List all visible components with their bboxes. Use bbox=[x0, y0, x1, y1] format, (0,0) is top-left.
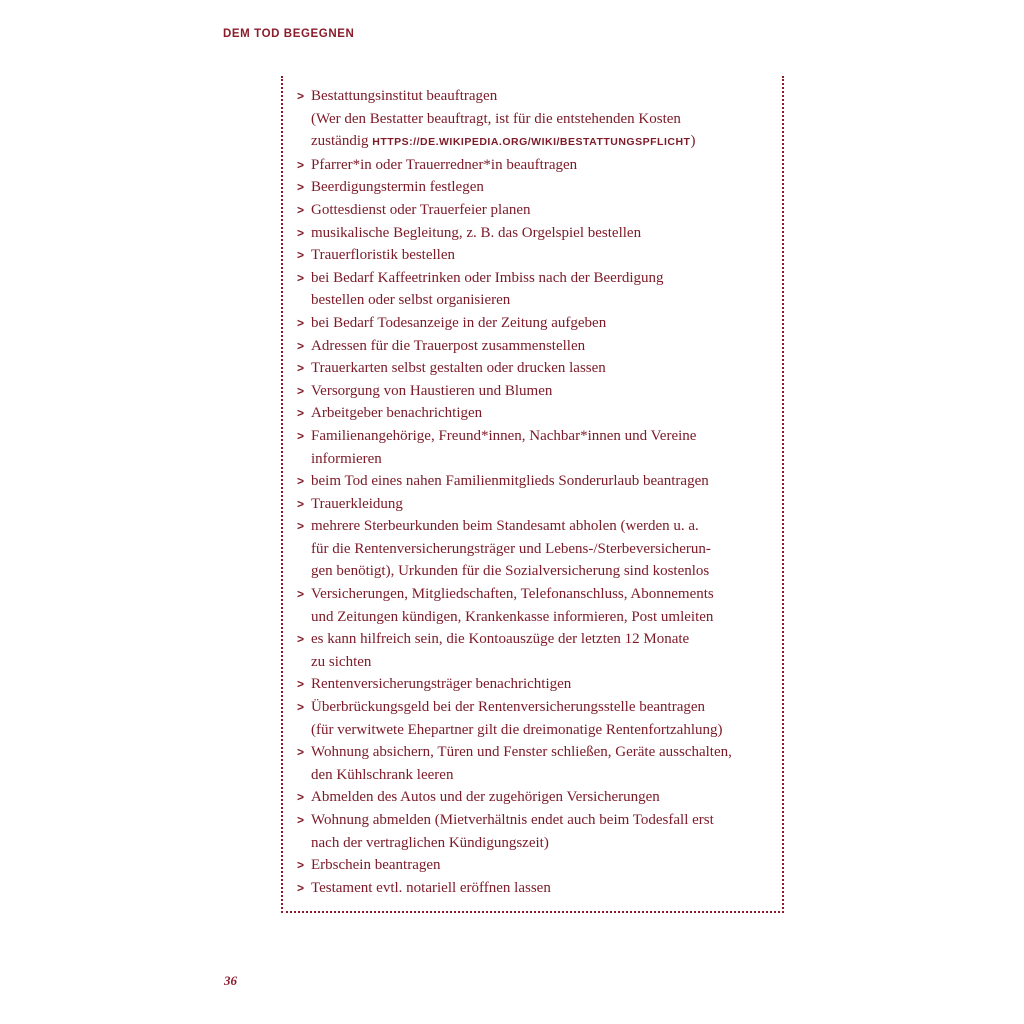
arrow-marker-icon: > bbox=[297, 790, 305, 805]
arrow-marker-icon: > bbox=[297, 632, 305, 647]
list-item bbox=[297, 425, 777, 470]
arrow-marker-icon: > bbox=[297, 474, 305, 489]
wikipedia-link[interactable]: HTTPS://DE.WIKIPEDIA.ORG/WIKI/BESTATTUNGSPFLICHT bbox=[372, 136, 691, 149]
list-item bbox=[297, 493, 777, 516]
list-item bbox=[297, 628, 777, 673]
list-item bbox=[297, 312, 777, 335]
list-item-text: Versorgung von Haustieren und Blumen bbox=[311, 382, 553, 399]
list-item-text: Erbschein beantragen bbox=[311, 857, 441, 874]
arrow-marker-icon: > bbox=[297, 496, 305, 511]
arrow-marker-icon: > bbox=[297, 677, 305, 692]
list-item bbox=[297, 176, 777, 199]
arrow-marker-icon: > bbox=[297, 225, 305, 240]
list-item-text: Trauerkleidung bbox=[311, 495, 403, 512]
list-item bbox=[297, 402, 777, 425]
list-item-text: musikalische Begleitung, z. B. das Orgelspiel bestellen bbox=[311, 224, 642, 241]
list-item-text bbox=[311, 85, 777, 154]
list-item-line: (Wer den Bestatter beauftragt, ist für die entstehenden Kosten bbox=[311, 110, 681, 127]
list-item-text: Rentenversicherungsträger benachrichtigen bbox=[311, 676, 572, 693]
arrow-marker-icon: > bbox=[297, 315, 305, 330]
arrow-marker-icon: > bbox=[297, 89, 305, 103]
list-item-text: mehrere Sterbeurkunden beim Standesamt abholen (werden u. a. für die Rentenversicherungsträger und Lebens-/Sterbeversicherun- gen benötigt), Urkunden für die Sozialversicherung sind kostenlos bbox=[311, 518, 711, 580]
list-item bbox=[297, 696, 777, 741]
arrow-marker-icon: > bbox=[297, 157, 305, 172]
list-item-text: Beerdigungstermin festlegen bbox=[311, 179, 484, 196]
list-item-text: Wohnung absichern, Türen und Fenster schließen, Geräte ausschalten, den Kühlschrank leeren bbox=[311, 744, 732, 783]
arrow-marker-icon: > bbox=[297, 587, 305, 602]
list-item-text: Pfarrer*in oder Trauerredner*in beauftragen bbox=[311, 156, 578, 173]
list-item bbox=[297, 380, 777, 403]
arrow-marker-icon: > bbox=[297, 519, 305, 534]
arrow-marker-icon: > bbox=[297, 202, 305, 217]
list-item bbox=[297, 741, 777, 786]
list-item bbox=[297, 357, 777, 380]
list-item bbox=[297, 809, 777, 854]
list-item bbox=[297, 222, 777, 245]
list-item-text: Abmelden des Autos und der zugehörigen Versicherungen bbox=[311, 789, 660, 806]
arrow-marker-icon: > bbox=[297, 270, 305, 285]
list-item bbox=[297, 470, 777, 493]
arrow-marker-icon: > bbox=[297, 361, 305, 376]
list-item-text: Familienangehörige, Freund*innen, Nachbar*innen und Vereine informieren bbox=[311, 427, 697, 467]
list-item bbox=[297, 877, 777, 900]
list-item bbox=[297, 85, 777, 154]
list-item bbox=[297, 583, 777, 628]
list-item-text: Wohnung abmelden (Mietverhältnis endet auch beim Todesfall erst nach der vertraglichen Kündigungszeit) bbox=[311, 812, 714, 851]
arrow-marker-icon: > bbox=[297, 858, 305, 873]
list-item bbox=[297, 154, 777, 177]
list-item bbox=[297, 515, 777, 583]
list-item-text: beim Tod eines nahen Familienmitglieds Sonderurlaub beantragen bbox=[311, 473, 709, 490]
list-item-text: Testament evtl. notariell eröffnen lassen bbox=[311, 879, 551, 896]
list-item-text: Trauerkarten selbst gestalten oder drucken lassen bbox=[311, 360, 606, 377]
checklist bbox=[297, 85, 777, 899]
running-head: DEM TOD BEGEGNEN bbox=[223, 28, 355, 40]
arrow-marker-icon: > bbox=[297, 700, 305, 715]
list-item-line: ) bbox=[690, 133, 696, 150]
arrow-marker-icon: > bbox=[297, 880, 305, 895]
list-item bbox=[297, 199, 777, 222]
page-number: 36 bbox=[224, 973, 237, 988]
list-item-text: es kann hilfreich sein, die Kontoauszüge der letzten 12 Monate zu sichten bbox=[311, 631, 690, 670]
list-item-text: bei Bedarf Kaffeetrinken oder Imbiss nach der Beerdigung bestellen oder selbst organisieren bbox=[311, 269, 664, 309]
list-item bbox=[297, 335, 777, 358]
arrow-marker-icon: > bbox=[297, 813, 305, 827]
arrow-marker-icon: > bbox=[297, 248, 305, 263]
arrow-marker-icon: > bbox=[297, 338, 305, 353]
arrow-marker-icon: > bbox=[297, 383, 305, 398]
list-item-line: zuständig bbox=[311, 133, 373, 150]
arrow-marker-icon: > bbox=[297, 180, 305, 195]
list-item-text: Versicherungen, Mitgliedschaften, Telefonanschluss, Abonnements und Zeitungen kündigen, Krankenkasse informieren, Post umleiten bbox=[311, 586, 714, 625]
arrow-marker-icon: > bbox=[297, 745, 305, 760]
list-item-text: Adressen für die Trauerpost zusammenstellen bbox=[311, 337, 586, 354]
list-item bbox=[297, 786, 777, 809]
list-item-text: Arbeitgeber benachrichtigen bbox=[311, 405, 483, 422]
arrow-marker-icon: > bbox=[297, 428, 305, 443]
list-item-text: Trauerfloristik bestellen bbox=[311, 247, 456, 264]
arrow-marker-icon: > bbox=[297, 406, 305, 421]
list-item-text: Gottesdienst oder Trauerfeier planen bbox=[311, 201, 531, 218]
list-item-text: bei Bedarf Todesanzeige in der Zeitung aufgeben bbox=[311, 314, 607, 331]
list-item bbox=[297, 673, 777, 696]
list-item-text: Überbrückungsgeld bei der Rentenversicherungsstelle beantragen (für verwitwete Ehepartner gilt die dreimonatige Rentenfortzahlung) bbox=[311, 699, 723, 738]
list-item bbox=[297, 267, 777, 312]
list-item bbox=[297, 244, 777, 267]
list-item-line: Bestattungsinstitut beauftragen bbox=[311, 88, 498, 104]
list-item bbox=[297, 854, 777, 877]
